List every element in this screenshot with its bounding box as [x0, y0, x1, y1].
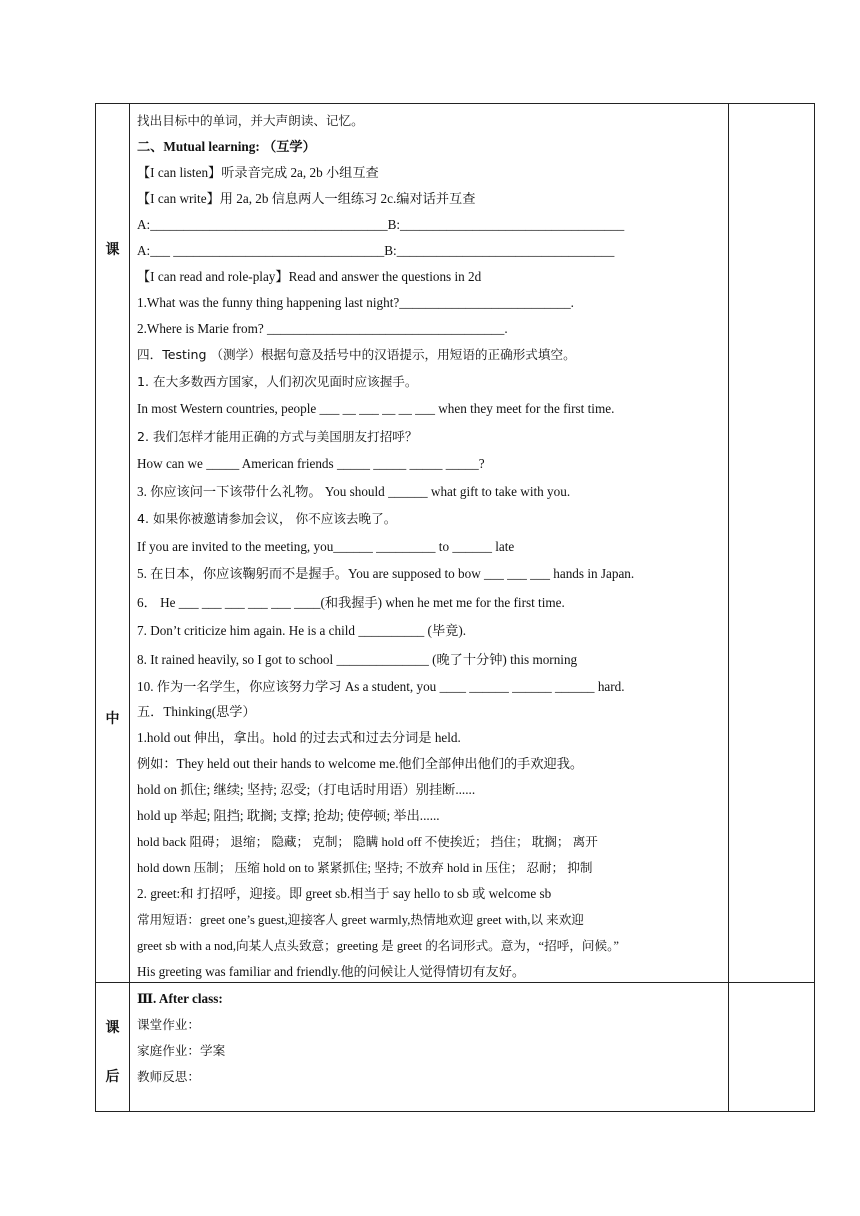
question-line: 2.Where is Marie from? ____________________________________.	[137, 321, 508, 336]
exercise-line: 7. Don’t criticize him again. He is a child __________ (毕竟).	[137, 623, 467, 638]
side-label-zhong: 中	[105, 711, 120, 727]
teacher-reflection-label: 教师反思：	[137, 1069, 200, 1084]
section-heading: 四．Testing （测学）根据句意及括号中的汉语提示，用短语的正确形式填空。	[137, 347, 576, 362]
classwork-label: 课堂作业：	[137, 1017, 200, 1032]
text-line: 【I can listen】听录音完成 2a, 2b 小组互查	[137, 165, 379, 180]
note-line: hold on 抓住; 继续; 坚持; 忍受;（打电话时用语）别挂断......	[137, 782, 476, 797]
exercise-line: 1. 在大多数西方国家，人们初次见面时应该握手。	[137, 374, 418, 389]
section-heading: 五．Thinking(思学）	[137, 704, 256, 719]
text-line: 【I can write】用 2a, 2b 信息两人一组练习 2c.编对话并互查	[137, 191, 476, 206]
note-line: 2. greet:和 打招呼，迎接。即 greet sb.相当于 say hello to sb 或 welcome sb	[137, 886, 552, 901]
exercise-line: 2. 我们怎样才能用正确的方式与美国朋友打招呼？	[137, 429, 418, 444]
note-line: 常用短语：greet one’s guest,迎接客人 greet warmly,热情地欢迎 greet with,以 来欢迎	[137, 913, 584, 927]
exercise-line: How can we _____ American friends _____ _____ _____ _____?	[137, 456, 485, 471]
dialogue-blank-line: A:____________________________________B:__________________________________	[137, 217, 625, 232]
side-label-after-1: 课	[105, 1020, 120, 1036]
after-class-content	[137, 982, 732, 1112]
exercise-line: In most Western countries, people ___ __ ___ __ __ ___ when they meet for the first time.	[137, 401, 615, 416]
exercise-line: 4. 如果你被邀请参加会议， 你不应该去晚了。	[137, 511, 397, 526]
question-line: 1.What was the funny thing happening last night?__________________________.	[137, 295, 574, 310]
note-line: 1.hold out 伸出，拿出。hold 的过去式和过去分词是 held.	[137, 730, 461, 745]
note-line: hold back 阻碍； 退缩； 隐藏； 克制； 隐瞒 hold off 不使挨近； 挡住； 耽搁； 离开	[137, 835, 598, 849]
lesson-plan-table	[95, 103, 815, 1112]
homework-label: 家庭作业：学案	[137, 1043, 226, 1058]
dialogue-blank-line: A:___ ________________________________B:_________________________________	[137, 243, 615, 258]
text-line: 找出目标中的单词，并大声朗读、记忆。	[137, 113, 364, 128]
exercise-line: If you are invited to the meeting, you______ _________ to ______ late	[137, 539, 515, 554]
note-line: hold down 压制； 压缩 hold on to 紧紧抓住; 坚持; 不放弃 hold in 压住； 忍耐； 抑制	[137, 861, 593, 875]
side-label-ke: 课	[105, 242, 120, 258]
note-line: greet sb with a nod,向某人点头致意；greeting 是 greet 的名词形式。意为，“招呼，问候。”	[137, 939, 619, 953]
note-line: 例如：They held out their hands to welcome me.他们全部伸出他们的手欢迎我。	[137, 756, 584, 771]
exercise-line: 8. It rained heavily, so I got to school ______________ (晚了十分钟) this morning	[137, 652, 578, 667]
exercise-line: 10. 作为一名学生，你应该努力学习 As a student, you ____ ______ ______ ______ hard.	[137, 679, 625, 694]
in-class-content	[137, 104, 732, 982]
note-line: hold up 举起; 阻挡; 耽搁; 支撑; 抢劫; 使停顿; 举出......	[137, 808, 440, 823]
side-label-after-2: 后	[105, 1069, 120, 1085]
note-line: His greeting was familiar and friendly.他的问候让人觉得情切有友好。	[137, 964, 526, 979]
after-class-title: Ⅲ. After class:	[137, 991, 223, 1006]
column-divider-left	[129, 104, 130, 1111]
section-heading: 二、Mutual learning: （互学）	[137, 139, 316, 154]
exercise-line: 5. 在日本，你应该鞠躬而不是握手。You are supposed to bow ___ ___ ___ hands in Japan.	[137, 566, 635, 581]
exercise-line: 3. 你应该问一下该带什么礼物。 You should ______ what gift to take with you.	[137, 484, 571, 499]
exercise-line: 6． He ___ ___ ___ ___ ___ ____(和我握手) when he met me for the first time.	[137, 595, 565, 610]
text-line: 【I can read and role-play】Read and answer the questions in 2d	[137, 269, 482, 284]
